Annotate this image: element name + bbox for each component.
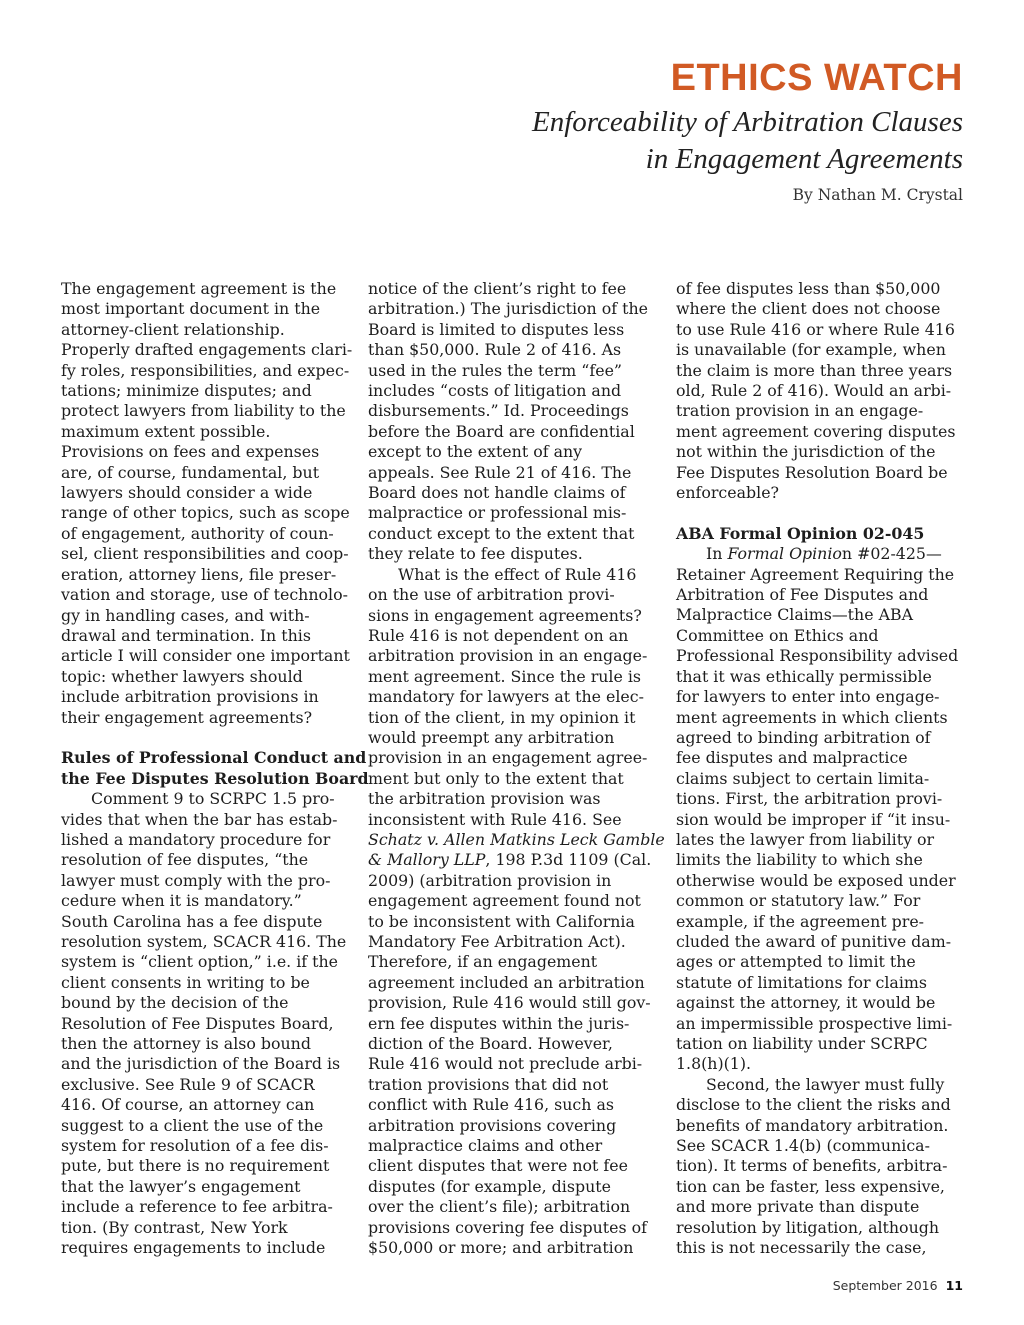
text-line: then the attorney is also bound xyxy=(61,1034,311,1054)
text-line: limits the liability to which she xyxy=(676,850,923,870)
text-line: includes “costs of litigation and xyxy=(368,381,622,401)
text-line: would preempt any arbitration xyxy=(368,727,615,747)
text-line: tions. First, the arbitration provi- xyxy=(676,789,943,809)
text-line: mandatory for lawyers at the elec- xyxy=(368,687,644,707)
text-line: attorney-client relationship. xyxy=(61,319,285,339)
text-line: arbitration.) The jurisdiction of the xyxy=(368,299,648,319)
text-line: lawyers should consider a wide xyxy=(61,483,313,503)
text-line: cedure when it is mandatory.” xyxy=(61,891,302,911)
text-line: include a reference to fee arbitra- xyxy=(61,1197,333,1217)
text-column-2 xyxy=(368,279,665,1259)
text-line: Board does not handle claims of xyxy=(368,483,626,503)
text-line: tion of the client, in my opinion it xyxy=(368,707,636,727)
text-line: that the lawyer’s engagement xyxy=(61,1176,301,1196)
title-line: Enforceability of Arbitration Clauses xyxy=(532,106,963,138)
issue-date: September 2016 xyxy=(832,1278,938,1293)
text-line: benefits of mandatory arbitration. xyxy=(676,1115,949,1135)
text-line: tations; minimize disputes; and xyxy=(61,381,312,401)
text-line: range of other topics, such as scope xyxy=(61,503,350,523)
text-line: agreement included an arbitration xyxy=(368,972,645,992)
article-title xyxy=(532,104,963,178)
text-line: suggest to a client the use of the xyxy=(61,1115,324,1135)
text-line: disclose to the client the risks and xyxy=(676,1095,951,1115)
text-line: Board is limited to disputes less xyxy=(368,319,625,339)
text-line: eration, attorney liens, file preser- xyxy=(61,564,337,584)
text-line: are, of course, fundamental, but xyxy=(61,462,320,482)
text-line: not within the jurisdiction of the xyxy=(676,442,936,462)
text-line: vation and storage, use of technolo- xyxy=(61,585,348,605)
text-line: example, if the agreement pre- xyxy=(676,911,925,931)
paragraph-gap xyxy=(676,503,968,523)
text-line: provision in an engagement agree- xyxy=(368,748,648,768)
text-line: than $50,000. Rule 2 of 416. As xyxy=(368,340,622,360)
page-number: 11 xyxy=(945,1278,963,1293)
text-line: notice of the client’s right to fee xyxy=(368,279,627,298)
text-line: is unavailable (for example, when xyxy=(676,340,946,360)
text-line: old, Rule 2 of 416). Would an arbi- xyxy=(676,381,952,401)
text-line: to be inconsistent with California xyxy=(368,911,635,931)
title-line: in Engagement Agreements xyxy=(645,143,963,175)
text-line: Properly drafted engagements clari- xyxy=(61,340,353,360)
text-line: gy in handling cases, and with- xyxy=(61,605,310,625)
text-line: $50,000 or more; and arbitration xyxy=(368,1238,634,1258)
text-line: topic: whether lawyers should xyxy=(61,666,303,686)
section-heading-line: Rules of Professional Conduct and xyxy=(61,748,367,768)
text-line: against the attorney, it would be xyxy=(676,993,936,1013)
text-line: statute of limitations for claims xyxy=(676,972,927,992)
text-line: The engagement agreement is the xyxy=(61,279,337,298)
text-line: Therefore, if an engagement xyxy=(368,952,598,972)
text-line: sion would be improper if “it insu- xyxy=(676,809,951,829)
text-line: used in the rules the term “fee” xyxy=(368,360,622,380)
text-line: inconsistent with Rule 416. See xyxy=(368,809,622,829)
text-line: they relate to fee disputes. xyxy=(368,544,583,564)
text-line: the arbitration provision was xyxy=(368,789,601,809)
text-line: provisions covering fee disputes of xyxy=(368,1217,647,1237)
text-line: lawyer must comply with the pro- xyxy=(61,870,331,890)
text-line: vides that when the bar has estab- xyxy=(61,809,338,829)
text-line: ages or attempted to limit the xyxy=(676,952,916,972)
text-line: except to the extent of any xyxy=(368,442,583,462)
text-line: drawal and termination. In this xyxy=(61,625,311,645)
text-line: where the client does not choose xyxy=(676,299,941,319)
text-line: tration provisions that did not xyxy=(368,1074,609,1094)
text-line: article I will consider one important xyxy=(61,646,350,666)
text-line: disputes (for example, dispute xyxy=(368,1176,611,1196)
section-heading-line: the Fee Disputes Resolution Board xyxy=(61,768,369,788)
text-line: & Mallory LLP, 198 P.3d 1109 (Cal. xyxy=(368,850,652,870)
text-line: See SCACR 1.4(b) (communica- xyxy=(676,1136,930,1156)
text-line: bound by the decision of the xyxy=(61,993,289,1013)
text-line: that it was ethically permissible xyxy=(676,666,932,686)
text-line: lished a mandatory procedure for xyxy=(61,829,331,849)
text-line: Resolution of Fee Disputes Board, xyxy=(61,1013,334,1033)
text-line: before the Board are confidential xyxy=(368,421,635,441)
text-line: of fee disputes less than $50,000 xyxy=(676,279,941,298)
text-line: their engagement agreements? xyxy=(61,707,313,727)
text-line: Schatz v. Allen Matkins Leck Gamble xyxy=(368,829,665,849)
text-line: ern fee disputes within the juris- xyxy=(368,1013,630,1033)
text-line: client disputes that were not fee xyxy=(368,1156,628,1176)
text-line: Rule 416 is not dependent on an xyxy=(368,625,629,645)
text-line: ment agreements in which clients xyxy=(676,707,948,727)
text-line: and the jurisdiction of the Board is xyxy=(61,1054,341,1074)
text-line: resolution system, SCACR 416. The xyxy=(61,931,347,951)
text-line: Comment 9 to SCRPC 1.5 pro- xyxy=(91,789,335,809)
text-line: arbitration provision in an engage- xyxy=(368,646,648,666)
text-line: In Formal Opinion #02-425— xyxy=(706,544,942,564)
text-line: Committee on Ethics and xyxy=(676,625,879,645)
text-line: and more private than dispute xyxy=(676,1197,920,1217)
text-line: ment agreement. Since the rule is xyxy=(368,666,642,686)
text-line: tion. (By contrast, New York xyxy=(61,1217,288,1237)
text-line: Provisions on fees and expenses xyxy=(61,442,320,462)
section-kicker: ETHICS WATCH xyxy=(670,57,963,99)
text-line: provision, Rule 416 would still gov- xyxy=(368,993,651,1013)
text-line: South Carolina has a fee dispute xyxy=(61,911,323,931)
text-line: tation on liability under SCRPC xyxy=(676,1034,928,1054)
text-line: malpractice or professional mis- xyxy=(368,503,627,523)
text-line: ment agreement covering disputes xyxy=(676,421,956,441)
text-line: 2009) (arbitration provision in xyxy=(368,870,612,890)
text-line: tion can be faster, less expensive, xyxy=(676,1176,945,1196)
text-line: most important document in the xyxy=(61,299,321,319)
text-line: Second, the lawyer must fully xyxy=(706,1074,945,1094)
paragraph-gap xyxy=(61,728,355,748)
text-line: Arbitration of Fee Disputes and xyxy=(676,585,929,605)
text-line: resolution by litigation, although xyxy=(676,1217,940,1237)
section-heading-line: ABA Formal Opinion 02-045 xyxy=(676,523,925,543)
page-footer xyxy=(833,1278,963,1293)
text-line: system is “client option,” i.e. if the xyxy=(61,952,339,972)
article-header xyxy=(532,56,963,206)
text-line: otherwise would be exposed under xyxy=(676,870,956,890)
text-line: Mandatory Fee Arbitration Act). xyxy=(368,932,626,951)
text-line: fee disputes and malpractice xyxy=(676,748,908,768)
text-line: protect lawyers from liability to the xyxy=(61,401,346,421)
text-line: to use Rule 416 or where Rule 416 xyxy=(676,319,955,339)
text-line: the claim is more than three years xyxy=(676,360,953,380)
text-line: enforceable? xyxy=(676,483,780,503)
text-line: maximum extent possible. xyxy=(61,421,271,441)
text-line: ment but only to the extent that xyxy=(368,768,624,788)
text-line: requires engagements to include xyxy=(61,1238,326,1258)
text-line: Rule 416 would not preclude arbi- xyxy=(368,1054,643,1074)
text-line: appeals. See Rule 21 of 416. The xyxy=(368,462,632,482)
text-line: this is not necessarily the case, xyxy=(676,1238,927,1258)
text-line: an impermissible prospective limi- xyxy=(676,1013,953,1033)
text-line: include arbitration provisions in xyxy=(61,687,319,707)
text-line: pute, but there is no requirement xyxy=(61,1156,330,1176)
text-line: malpractice claims and other xyxy=(368,1136,603,1156)
text-line: disbursements.” Id. Proceedings xyxy=(368,401,629,421)
text-line: sel, client responsibilities and coop- xyxy=(61,544,349,564)
text-line: conflict with Rule 416, such as xyxy=(368,1095,614,1115)
text-line: tion). It terms of benefits, arbitra- xyxy=(676,1156,948,1176)
text-line: on the use of arbitration provi- xyxy=(368,585,615,605)
text-column-3 xyxy=(676,279,968,1258)
text-line: agreed to binding arbitration of xyxy=(676,727,931,747)
text-line: claims subject to certain limita- xyxy=(676,768,930,788)
text-line: for lawyers to enter into engage- xyxy=(676,687,940,707)
text-line: system for resolution of a fee dis- xyxy=(61,1136,329,1156)
byline: By Nathan M. Crystal xyxy=(792,186,963,204)
text-line: exclusive. See Rule 9 of SCACR xyxy=(61,1074,315,1094)
text-line: conduct except to the extent that xyxy=(368,523,635,543)
text-line: sions in engagement agreements? xyxy=(368,605,642,625)
text-line: common or statutory law.” For xyxy=(676,891,921,911)
text-line: 1.8(h)(1). xyxy=(676,1054,752,1074)
text-line: of engagement, authority of coun- xyxy=(61,523,334,543)
text-line: lates the lawyer from liability or xyxy=(676,829,935,849)
text-line: Fee Disputes Resolution Board be xyxy=(676,462,948,482)
text-line: Malpractice Claims—the ABA xyxy=(676,605,913,625)
text-line: cluded the award of punitive dam- xyxy=(676,931,952,951)
text-line: fy roles, responsibilities, and expec- xyxy=(61,360,350,380)
text-line: client consents in writing to be xyxy=(61,972,310,992)
text-line: over the client’s file); arbitration xyxy=(368,1197,631,1217)
text-line: Professional Responsibility advised xyxy=(676,646,959,666)
text-line: 416. Of course, an attorney can xyxy=(61,1095,315,1115)
text-line: engagement agreement found not xyxy=(368,891,641,911)
text-line: tration provision in an engage- xyxy=(676,401,924,421)
text-column-1 xyxy=(61,279,369,1258)
text-line: What is the effect of Rule 416 xyxy=(398,564,637,584)
text-line: Retainer Agreement Requiring the xyxy=(676,564,955,584)
text-line: diction of the Board. However, xyxy=(368,1034,613,1054)
text-line: arbitration provisions covering xyxy=(368,1115,617,1135)
text-line: resolution of fee disputes, “the xyxy=(61,850,309,870)
